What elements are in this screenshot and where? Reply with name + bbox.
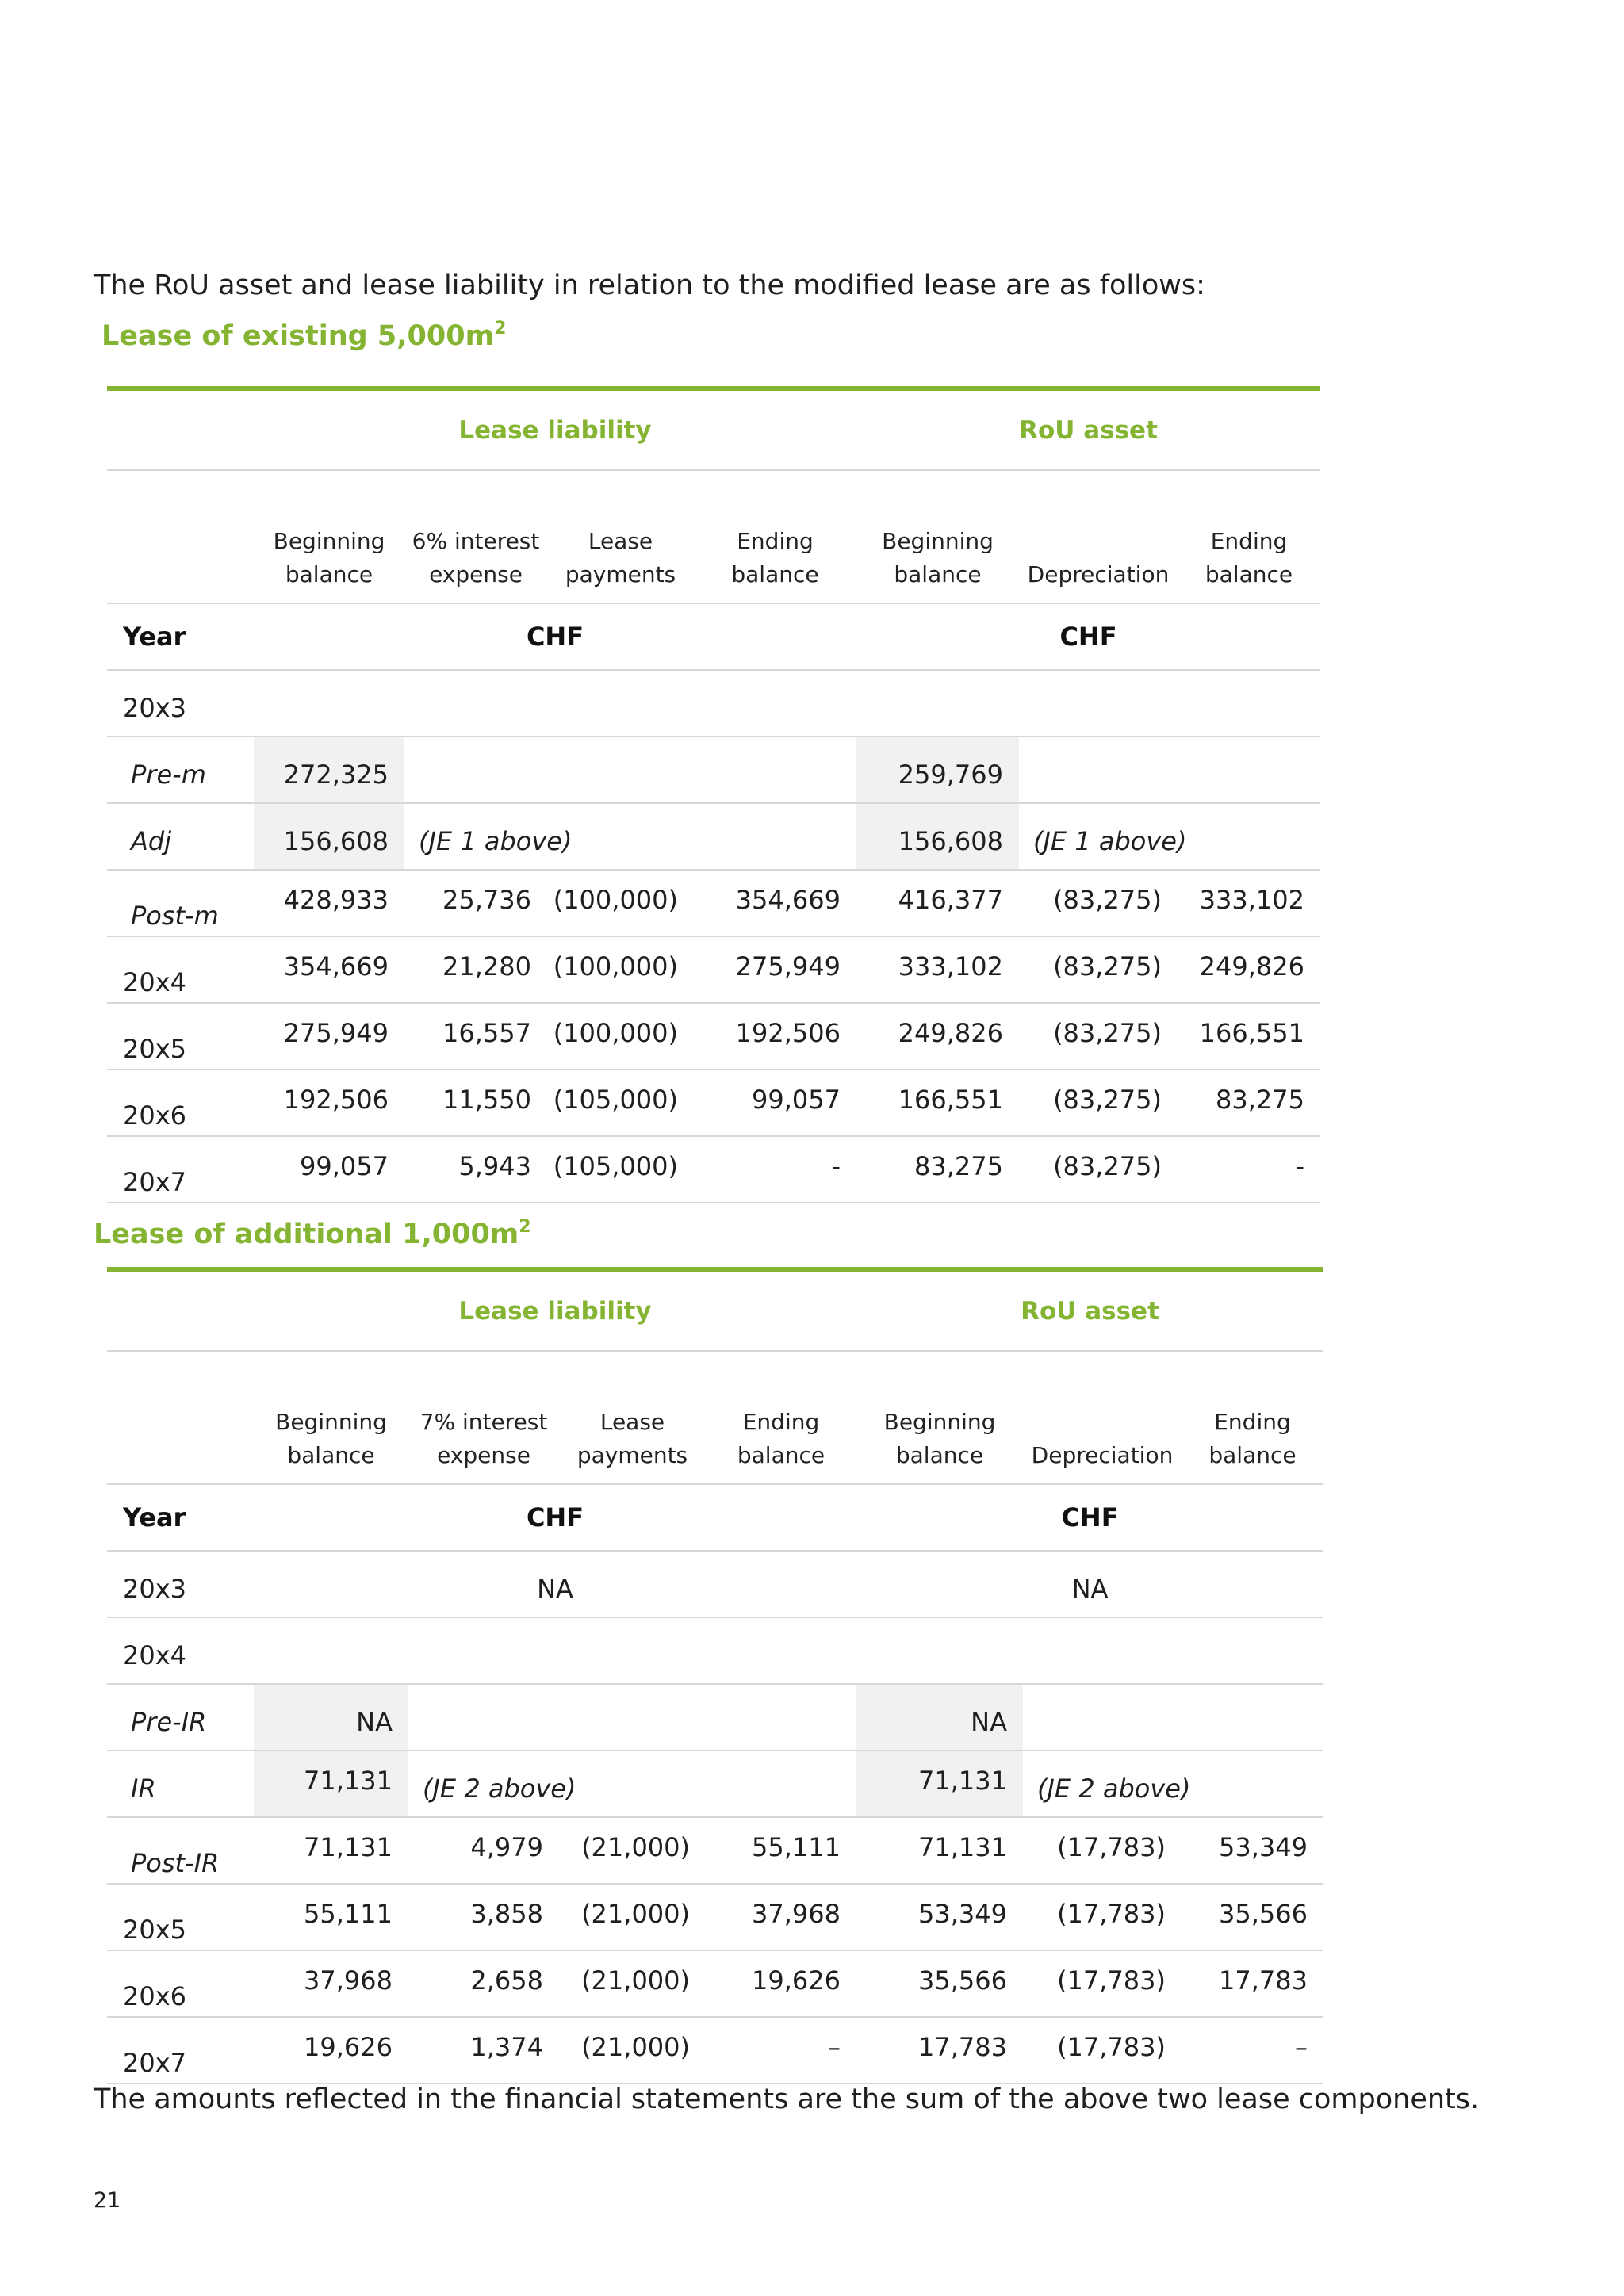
depreciation-cell: (17,783) bbox=[1023, 1884, 1182, 1950]
column-header: Ending balance bbox=[694, 470, 856, 603]
superscript: 2 bbox=[494, 319, 507, 339]
year-cell: 20x6 bbox=[107, 1070, 254, 1136]
table-row bbox=[107, 1950, 1323, 2017]
rou-begin-cell: 166,551 bbox=[856, 1070, 1019, 1136]
group-header-lease-liability: Lease liability bbox=[254, 1272, 856, 1351]
rou-end-cell: – bbox=[1182, 2017, 1323, 2084]
year-cell: 20x3 bbox=[107, 1551, 254, 1617]
journal-entry-note: (JE 2 above) bbox=[1023, 1751, 1323, 1817]
rou-begin-cell: 71,131 bbox=[856, 1751, 1023, 1817]
year-header: Year bbox=[107, 1484, 254, 1551]
section-title-additional-lease bbox=[94, 1217, 531, 1250]
payments-cell: (105,000) bbox=[547, 1070, 694, 1136]
ll-begin-cell: 428,933 bbox=[254, 870, 404, 936]
ll-end-cell: - bbox=[694, 1136, 856, 1203]
ll-end-cell: 275,949 bbox=[694, 936, 856, 1003]
intro-text: The RoU asset and lease liability in relation to the modified lease are as follows: bbox=[94, 270, 1205, 301]
rou-begin-cell: 71,131 bbox=[856, 1817, 1023, 1884]
interest-cell: 21,280 bbox=[404, 936, 547, 1003]
interest-cell: 5,943 bbox=[404, 1136, 547, 1203]
rou-end-cell: - bbox=[1178, 1136, 1320, 1203]
table-row bbox=[107, 1551, 1323, 1617]
currency-label: CHF bbox=[254, 603, 856, 670]
ll-end-cell: 55,111 bbox=[706, 1817, 856, 1884]
interest-cell: 16,557 bbox=[404, 1003, 547, 1070]
ll-begin-cell: 275,949 bbox=[254, 1003, 404, 1070]
column-header: Depreciation bbox=[1023, 1351, 1182, 1484]
section-title-text: Lease of existing 5,000m bbox=[102, 320, 495, 352]
additional-lease-table bbox=[107, 1267, 1323, 2084]
column-header: Lease payments bbox=[559, 1351, 706, 1484]
column-header: Beginning balance bbox=[254, 1351, 408, 1484]
depreciation-cell: (83,275) bbox=[1019, 870, 1178, 936]
rou-begin-cell: 416,377 bbox=[856, 870, 1019, 936]
year-cell: 20x4 bbox=[107, 1617, 254, 1684]
ll-end-cell: – bbox=[706, 2017, 856, 2084]
year-cell: Adj bbox=[107, 803, 254, 870]
payments-cell: (21,000) bbox=[559, 1817, 706, 1884]
rou-begin-cell: 17,783 bbox=[856, 2017, 1023, 2084]
depreciation-cell: (17,783) bbox=[1023, 1950, 1182, 2017]
rou-end-cell: 53,349 bbox=[1182, 1817, 1323, 1884]
rou-end-cell: 166,551 bbox=[1178, 1003, 1320, 1070]
depreciation-cell: (83,275) bbox=[1019, 1003, 1178, 1070]
table-row bbox=[107, 870, 1320, 936]
payments-cell: (100,000) bbox=[547, 870, 694, 936]
interest-cell: 4,979 bbox=[408, 1817, 559, 1884]
year-cell: Pre-m bbox=[107, 737, 254, 803]
ll-begin-cell: 37,968 bbox=[254, 1950, 408, 2017]
column-header: Lease payments bbox=[547, 470, 694, 603]
table-row bbox=[107, 1617, 1323, 1684]
ll-begin-cell: 192,506 bbox=[254, 1070, 404, 1136]
rou-begin-cell: 249,826 bbox=[856, 1003, 1019, 1070]
column-header: Beginning balance bbox=[254, 470, 404, 603]
table-row bbox=[107, 803, 1320, 870]
column-header: Beginning balance bbox=[856, 470, 1019, 603]
interest-cell: 3,858 bbox=[408, 1884, 559, 1950]
ll-end-cell: 19,626 bbox=[706, 1950, 856, 2017]
table-row bbox=[107, 1751, 1323, 1817]
rou-end-cell: 83,275 bbox=[1178, 1070, 1320, 1136]
interest-cell: 25,736 bbox=[404, 870, 547, 936]
column-header: Ending balance bbox=[1178, 470, 1320, 603]
year-cell: 20x5 bbox=[107, 1003, 254, 1070]
table-row bbox=[107, 1136, 1320, 1203]
payments-cell: (100,000) bbox=[547, 936, 694, 1003]
group-header-rou-asset: RoU asset bbox=[856, 1272, 1323, 1351]
interest-cell: 2,658 bbox=[408, 1950, 559, 2017]
column-header: 7% interest expense bbox=[408, 1351, 559, 1484]
payments-cell: (21,000) bbox=[559, 1950, 706, 2017]
ll-end-cell: 354,669 bbox=[694, 870, 856, 936]
column-header: Ending balance bbox=[706, 1351, 856, 1484]
existing-lease-table bbox=[107, 386, 1320, 1203]
rou-begin-cell: 83,275 bbox=[856, 1136, 1019, 1203]
group-header-lease-liability: Lease liability bbox=[254, 391, 856, 470]
superscript: 2 bbox=[519, 1217, 531, 1237]
table-row bbox=[107, 670, 1320, 737]
ll-end-cell: 37,968 bbox=[706, 1884, 856, 1950]
rou-end-cell: 249,826 bbox=[1178, 936, 1320, 1003]
group-header-rou-asset: RoU asset bbox=[856, 391, 1320, 470]
payments-cell: (21,000) bbox=[559, 2017, 706, 2084]
table-row bbox=[107, 1003, 1320, 1070]
rou-begin-cell: 259,769 bbox=[856, 737, 1019, 803]
interest-cell: 1,374 bbox=[408, 2017, 559, 2084]
table-row bbox=[107, 1684, 1323, 1751]
depreciation-cell: (83,275) bbox=[1019, 936, 1178, 1003]
page-number: 21 bbox=[94, 2188, 121, 2213]
table-row bbox=[107, 1884, 1323, 1950]
rou-na-cell: NA bbox=[856, 1551, 1323, 1617]
depreciation-cell: (17,783) bbox=[1023, 2017, 1182, 2084]
depreciation-cell: (83,275) bbox=[1019, 1070, 1178, 1136]
rou-begin-cell: 156,608 bbox=[856, 803, 1019, 870]
table-row bbox=[107, 936, 1320, 1003]
table-row bbox=[107, 2017, 1323, 2084]
depreciation-cell: (83,275) bbox=[1019, 1136, 1178, 1203]
ll-begin-cell: 19,626 bbox=[254, 2017, 408, 2084]
payments-cell: (105,000) bbox=[547, 1136, 694, 1203]
ll-begin-cell: 55,111 bbox=[254, 1884, 408, 1950]
year-header: Year bbox=[107, 603, 254, 670]
ll-na-cell: NA bbox=[254, 1551, 856, 1617]
ll-begin-cell: 99,057 bbox=[254, 1136, 404, 1203]
rou-begin-cell: 53,349 bbox=[856, 1884, 1023, 1950]
rou-begin-cell: 333,102 bbox=[856, 936, 1019, 1003]
year-cell: 20x5 bbox=[107, 1884, 254, 1950]
ll-begin-cell: NA bbox=[254, 1684, 408, 1751]
rou-end-cell: 17,783 bbox=[1182, 1950, 1323, 2017]
year-cell: 20x6 bbox=[107, 1950, 254, 2017]
year-cell: Post-m bbox=[107, 870, 254, 936]
depreciation-cell: (17,783) bbox=[1023, 1817, 1182, 1884]
currency-label: CHF bbox=[254, 1484, 856, 1551]
rou-end-cell: 35,566 bbox=[1182, 1884, 1323, 1950]
currency-label: CHF bbox=[856, 1484, 1323, 1551]
table-row bbox=[107, 1070, 1320, 1136]
column-header: 6% interest expense bbox=[404, 470, 547, 603]
section-title-existing-lease bbox=[102, 319, 506, 352]
journal-entry-note: (JE 1 above) bbox=[1019, 803, 1320, 870]
currency-label: CHF bbox=[856, 603, 1320, 670]
column-header: Depreciation bbox=[1019, 470, 1178, 603]
ll-begin-cell: 354,669 bbox=[254, 936, 404, 1003]
ll-begin-cell: 156,608 bbox=[254, 803, 404, 870]
rou-begin-cell: NA bbox=[856, 1684, 1023, 1751]
year-cell: Post-IR bbox=[107, 1817, 254, 1884]
ll-end-cell: 192,506 bbox=[694, 1003, 856, 1070]
column-header: Beginning balance bbox=[856, 1351, 1023, 1484]
ll-begin-cell: 71,131 bbox=[254, 1751, 408, 1817]
column-header: Ending balance bbox=[1182, 1351, 1323, 1484]
ll-end-cell: 99,057 bbox=[694, 1070, 856, 1136]
rou-begin-cell: 35,566 bbox=[856, 1950, 1023, 2017]
interest-cell: 11,550 bbox=[404, 1070, 547, 1136]
rou-end-cell: 333,102 bbox=[1178, 870, 1320, 936]
ll-begin-cell: 272,325 bbox=[254, 737, 404, 803]
payments-cell: (100,000) bbox=[547, 1003, 694, 1070]
year-cell: 20x7 bbox=[107, 2017, 254, 2084]
journal-entry-note: (JE 1 above) bbox=[404, 803, 856, 870]
journal-entry-note: (JE 2 above) bbox=[408, 1751, 856, 1817]
closing-text: The amounts reflected in the financial statements are the sum of the above two lease components. bbox=[94, 2084, 1480, 2115]
year-cell: 20x7 bbox=[107, 1136, 254, 1203]
table-row bbox=[107, 1817, 1323, 1884]
payments-cell: (21,000) bbox=[559, 1884, 706, 1950]
ll-begin-cell: 71,131 bbox=[254, 1817, 408, 1884]
year-cell: Pre-IR bbox=[107, 1684, 254, 1751]
section-title-text: Lease of additional 1,000m bbox=[94, 1219, 519, 1250]
table-row bbox=[107, 737, 1320, 803]
year-cell: IR bbox=[107, 1751, 254, 1817]
year-cell: 20x4 bbox=[107, 936, 254, 1003]
year-cell: 20x3 bbox=[107, 670, 254, 737]
